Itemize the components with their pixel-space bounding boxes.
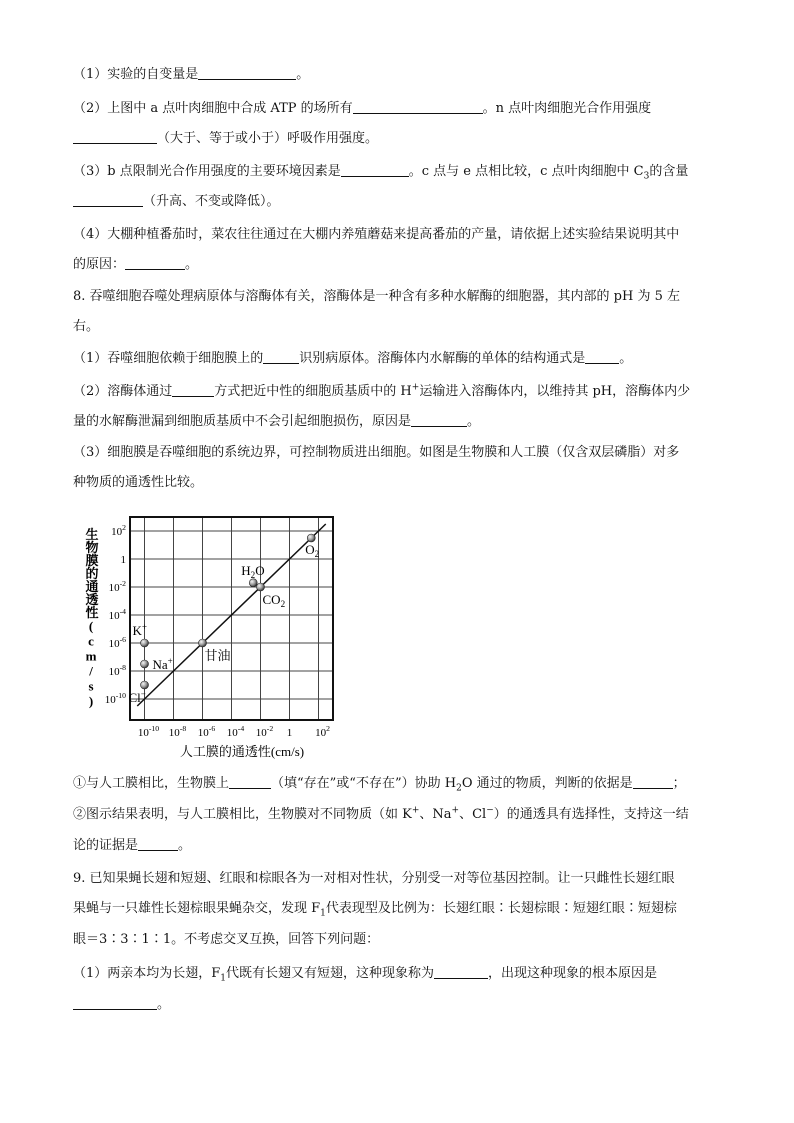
y-tick-label: $10^{-4}$ [108,607,126,622]
q7-part3 [73,163,688,181]
text: 运输进入溶酶体内，以维持其 pH，溶酶体内少 [419,384,691,399]
text: 代表现型及比例为：长翅红眼∶长翅棕眼∶短翅红眼∶短翅棕 [325,901,677,916]
q8-intro [73,288,680,306]
point-O2 [307,534,315,542]
text: ②图示结果表明，与人工膜相比，生物膜对不同物质（如 K [73,807,412,822]
q8-part3 [73,444,679,462]
text: ①与人工膜相比，生物膜上 [73,776,230,791]
text: （1）吞噬细胞依赖于细胞膜上的 [73,351,264,366]
answer-blank[interactable] [125,256,185,270]
text: （1）两亲本均为长翅，F [73,966,221,981]
text: （升高、不变或降低）。 [143,194,280,209]
text: 8. 吞噬细胞吞噬处理病原体与溶酶体有关，溶酶体是一种含有多种水解酶的细胞器，其内部的 pH 为 5 左 [73,289,680,304]
text: （4）大棚种植番茄时，菜农往往通过在大棚内养殖蘑菇来提高番茄的产量，请依据上述实验结果说明其中 [73,227,680,242]
point-label-glycerol: 甘油 [204,648,231,663]
y-tick-label: $10^{-10}$ [104,691,126,706]
q9-intro-cont2 [73,931,379,949]
answer-blank[interactable] [198,66,296,80]
subscript: 2 [456,783,462,794]
text: （填“存在”或“不存在”）协助 H [271,776,457,791]
text: 方式把近中性的细胞质基质中的 H [214,384,412,399]
text: 。 [296,67,310,82]
text: （3）b 点限制光合作用强度的主要环境因素是 [73,164,341,179]
q8-part1 [73,350,632,368]
q9-intro-cont [73,900,677,918]
q9-part1-cont [73,996,170,1014]
point-label-H2O: $H_2O$ [241,562,265,580]
point-H2O [249,579,257,587]
text: 右。 [73,319,100,334]
superscript: − [486,805,494,816]
y-tick-labels [105,523,126,706]
x-tick-label: $10^{-2}$ [255,724,274,739]
subscript: 1 [220,973,227,984]
q8-part3-cont [73,474,203,492]
answer-blank[interactable] [263,350,299,364]
answer-blank[interactable] [73,193,143,207]
point-label-CO2: $CO_2$ [262,592,286,609]
q8-part2 [73,383,690,401]
text: 种物质的通透性比较。 [73,475,204,490]
y-tick-label: $10^{-2}$ [108,579,126,594]
point-K+ [141,639,149,647]
text: （3）细胞膜是吞噬细胞的系统边界，可控制物质进出细胞。如图是生物膜和人工膜（仅含双层磷脂）对多 [73,445,680,460]
text: 。 [467,414,481,429]
text: ； [672,776,686,791]
text: （1）实验的自变量是 [73,67,199,82]
subscript: 1 [320,908,326,919]
permeability-chart [75,500,365,762]
q8-sub2 [73,806,689,824]
point-Na+ [141,660,149,668]
answer-blank[interactable] [585,350,619,364]
superscript: + [411,382,420,393]
text: ，出现这种现象的根本原因是 [488,966,658,981]
x-tick-label: $10^{-8}$ [168,724,187,739]
x-tick-label: 1 [286,727,293,739]
text: （2）溶酶体通过 [73,384,173,399]
answer-blank[interactable] [633,775,673,789]
answer-blank[interactable] [73,130,157,144]
q8-sub2-cont [73,837,191,855]
text: 。c 点与 e 点相比较，c 点叶肉细胞中 C [408,164,644,179]
q7-part4 [73,226,679,244]
point-CO2 [257,583,265,591]
point-glycerol [199,639,207,647]
y-axis-label: 生物膜的通透性(cm/s) [83,527,99,709]
x-tick-label: $10^{-4}$ [226,724,245,739]
text: 论的证据是 [73,838,139,853]
q7-part4-cont [73,256,198,274]
data-points [129,534,320,705]
x-tick-label: $10^{-6}$ [197,724,216,739]
text: 果蝇与一只雄性长翅棕眼果蝇杂交，发现 F [73,901,321,916]
y-tick-label: $10^2$ [111,523,126,538]
answer-blank[interactable] [172,383,214,397]
answer-blank[interactable] [138,837,178,851]
q8-sub1 [73,775,686,793]
text: 。 [185,257,199,272]
text: 眼＝3∶3∶1∶1。不考虑交叉互换，回答下列问题： [73,932,380,947]
text: （2）上图中 a 点叶肉细胞中合成 ATP 的场所有 [73,101,353,116]
text: （大于、等于或小于）呼吸作用强度。 [157,131,379,146]
text: 代既有长翅又有短翅，这种现象称为 [226,966,435,981]
answer-blank[interactable] [229,775,271,789]
text: 的含量 [649,164,689,179]
q7-part3-cont [73,193,280,211]
x-tick-label: $10^2$ [315,724,330,739]
q7-part2-cont [73,130,378,148]
text: 、Cl [459,807,487,822]
text: 。 [157,997,171,1012]
point-label-Cl-: Cl− [128,689,146,705]
point-label-O2: $O_2$ [305,542,320,559]
q8-intro-cont [73,318,99,336]
text: ）的通透具有选择性，支持这一结 [493,807,689,822]
superscript: + [411,805,420,816]
subscript: 3 [643,171,650,182]
answer-blank[interactable] [434,965,488,979]
q7-part1 [73,66,309,84]
x-tick-label: $10^{-10}$ [137,724,160,739]
superscript: + [451,805,460,816]
point-Cl- [141,681,149,689]
x-tick-labels [138,724,330,739]
answer-blank[interactable] [341,163,409,177]
text: O 通过的物质，判断的依据是 [461,776,633,791]
answer-blank[interactable] [411,413,467,427]
text: 。 [619,351,633,366]
text: 的原因： [73,257,126,272]
grid [130,517,333,720]
q9-intro [73,870,675,888]
text: 识别病原体。溶酶体内水解酶的单体的结构通式是 [299,351,586,366]
answer-blank[interactable] [353,100,483,114]
y-tick-label: 1 [120,554,126,566]
text: 量的水解酶泄漏到细胞质基质中不会引起细胞损伤，原因是 [73,414,412,429]
text: 、Na [419,807,452,822]
text: 9. 已知果蝇长翅和短翅、红眼和棕眼各为一对相对性状，分别受一对等位基因控制。让一只雌性长翅红眼 [73,871,675,886]
q8-part2-cont [73,413,480,431]
text: 。n 点叶肉细胞光合作用强度 [482,101,652,116]
q9-part1 [73,965,657,983]
answer-blank[interactable] [73,996,157,1010]
point-label-K+: K+ [132,622,148,638]
q7-part2 [73,100,651,118]
text: 。 [178,838,192,853]
x-axis-label: 人工膜的通透性(cm/s) [179,744,305,759]
point-label-Na+: Na+ [152,656,173,672]
y-tick-label: $10^{-8}$ [108,663,126,678]
y-tick-label: $10^{-6}$ [108,635,126,650]
